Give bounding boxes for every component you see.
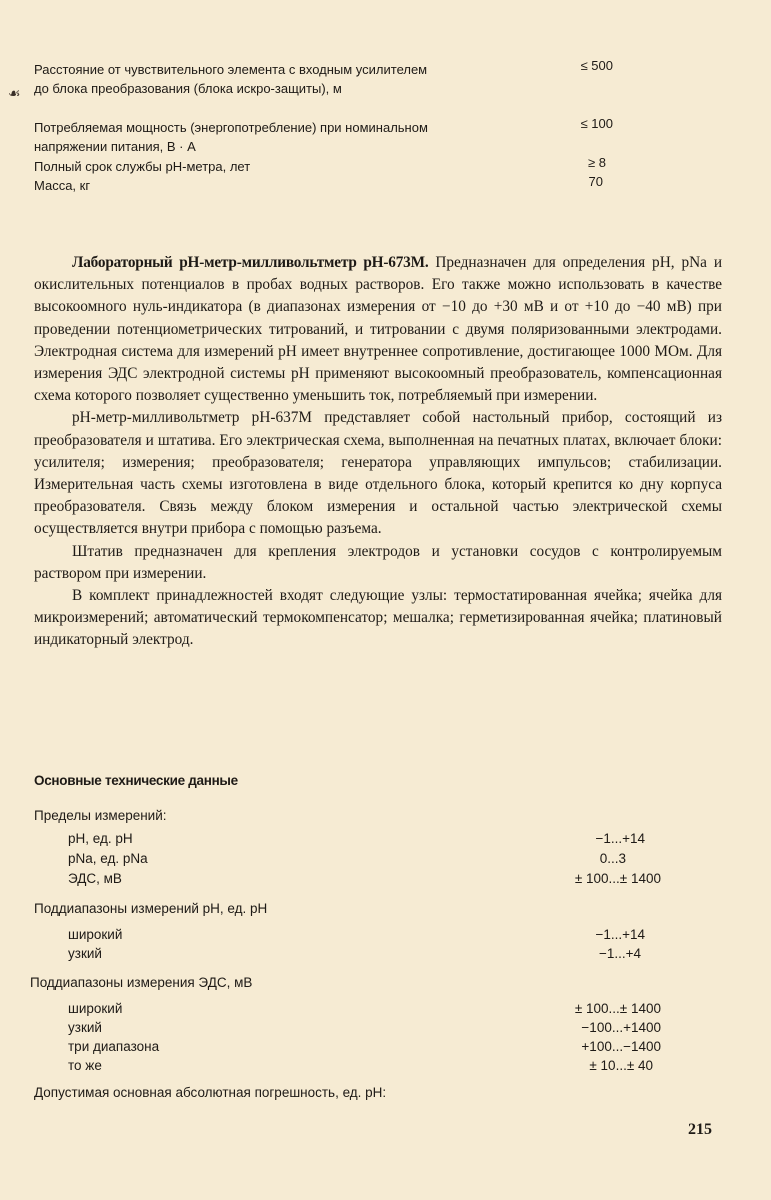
- row-value: −100...+1400: [581, 1020, 661, 1035]
- row-label: pNa, ед. pNa: [68, 851, 148, 866]
- row-label: pH, ед. pH: [68, 831, 133, 846]
- spec-label-distance: Расстояние от чувствительного элемента с входным усилителем до блока преобразования (блока искро-защиты), м: [34, 62, 428, 96]
- emf-subranges-header: Поддиапазоны измерения ЭДС, мВ: [30, 975, 253, 990]
- page-number: 215: [688, 1121, 712, 1138]
- spec-label-power: Потребляемая мощность (энергопотребление) при номинальном напряжении питания, В · А: [34, 120, 428, 154]
- row-label: три диапазона: [68, 1039, 160, 1054]
- spec-value-distance: ≤ 500: [580, 58, 613, 73]
- row-value: −1...+14: [595, 927, 645, 942]
- row-value: ± 10...± 40: [589, 1058, 653, 1073]
- spec-label-lifetime: Полный срок службы pH-метра, лет: [34, 159, 251, 174]
- row-value: +100...−1400: [581, 1039, 661, 1054]
- article-paragraph-1: [34, 252, 722, 407]
- ph-subranges-header: Поддиапазоны измерений pH, ед. pH: [34, 901, 268, 916]
- spec-value-mass: 70: [588, 174, 603, 189]
- row-value: −1...+4: [598, 946, 641, 961]
- spec-value-lifetime: ≥ 8: [588, 155, 606, 170]
- margin-mark-icon: ☙: [8, 87, 21, 102]
- row-value: 0...3: [599, 851, 626, 866]
- article-paragraph-3: Штатив предназначен для крепления электродов и установки сосудов с контролируемым раствором при измерении.: [34, 542, 722, 582]
- row-label: узкий: [68, 1020, 102, 1035]
- spec-label-mass: Масса, кг: [34, 178, 91, 193]
- row-value: ± 100...± 1400: [574, 871, 661, 886]
- spec-value-power: ≤ 100: [580, 116, 613, 131]
- article-paragraph-4: В комплект принадлежностей входят следующие узлы: термостатированная ячейка; ячейка для микроизмерений; автоматический термокомпенсатор; мешалка; герметизированная ячейка; платиновый индикаторный электрод.: [34, 587, 722, 649]
- article-paragraph-2: pH-метр-милливольтметр pH-637М представляет собой настольный прибор, состоящий из преобразователя и штатива. Его электрическая схема, выполненная на печатных платах, включает блоки: усилителя; измерения; преобразователя; генератора управляющих импульсов; стабилизации. Измерительная часть схемы изготовлена в виде отдельного блока, который крепится ко дну корпуса преобразователя. Связь между блоком измерения и остальной частью электрической схемы осуществляется внутри прибора с помощью разъема.: [34, 409, 722, 538]
- limits-header: Пределы измерений:: [34, 808, 167, 823]
- error-header: Допустимая основная абсолютная погрешность, ед. pH:: [34, 1085, 387, 1100]
- row-label: то же: [68, 1058, 102, 1073]
- article-paragraph-1-text: Предназначен для определения pH, pNa и окислительных потенциалов в пробах водных растворов. Его также можно использовать в качестве высокоомного нуль-индикатора (в диапазонах измерения от −10 до +30 мВ и от +10 до −40 мВ) при проведении потенциометрических титрований, и титровании с двумя поляризованными электродами. Электродная система для измерений pH имеет внутреннее сопротивление, достигающее 1000 МОм. Для измерения ЭДС электродной системы pH применяют высокоомный преобразователь, компенсационная схема которого позволяет существенно уменьшить ток, потребляемый при измерении.: [34, 254, 722, 405]
- row-value: −1...+14: [595, 831, 645, 846]
- row-label: узкий: [68, 946, 102, 961]
- tech-section-title: Основные технические данные: [34, 773, 238, 788]
- article-body: [34, 252, 722, 652]
- row-label: ЭДС, мВ: [68, 871, 122, 886]
- row-label: широкий: [68, 927, 123, 942]
- article-title: Лабораторный pH-метр-милливольтметр pH-673М.: [72, 254, 429, 271]
- row-label: широкий: [68, 1001, 123, 1016]
- row-value: ± 100...± 1400: [574, 1001, 661, 1016]
